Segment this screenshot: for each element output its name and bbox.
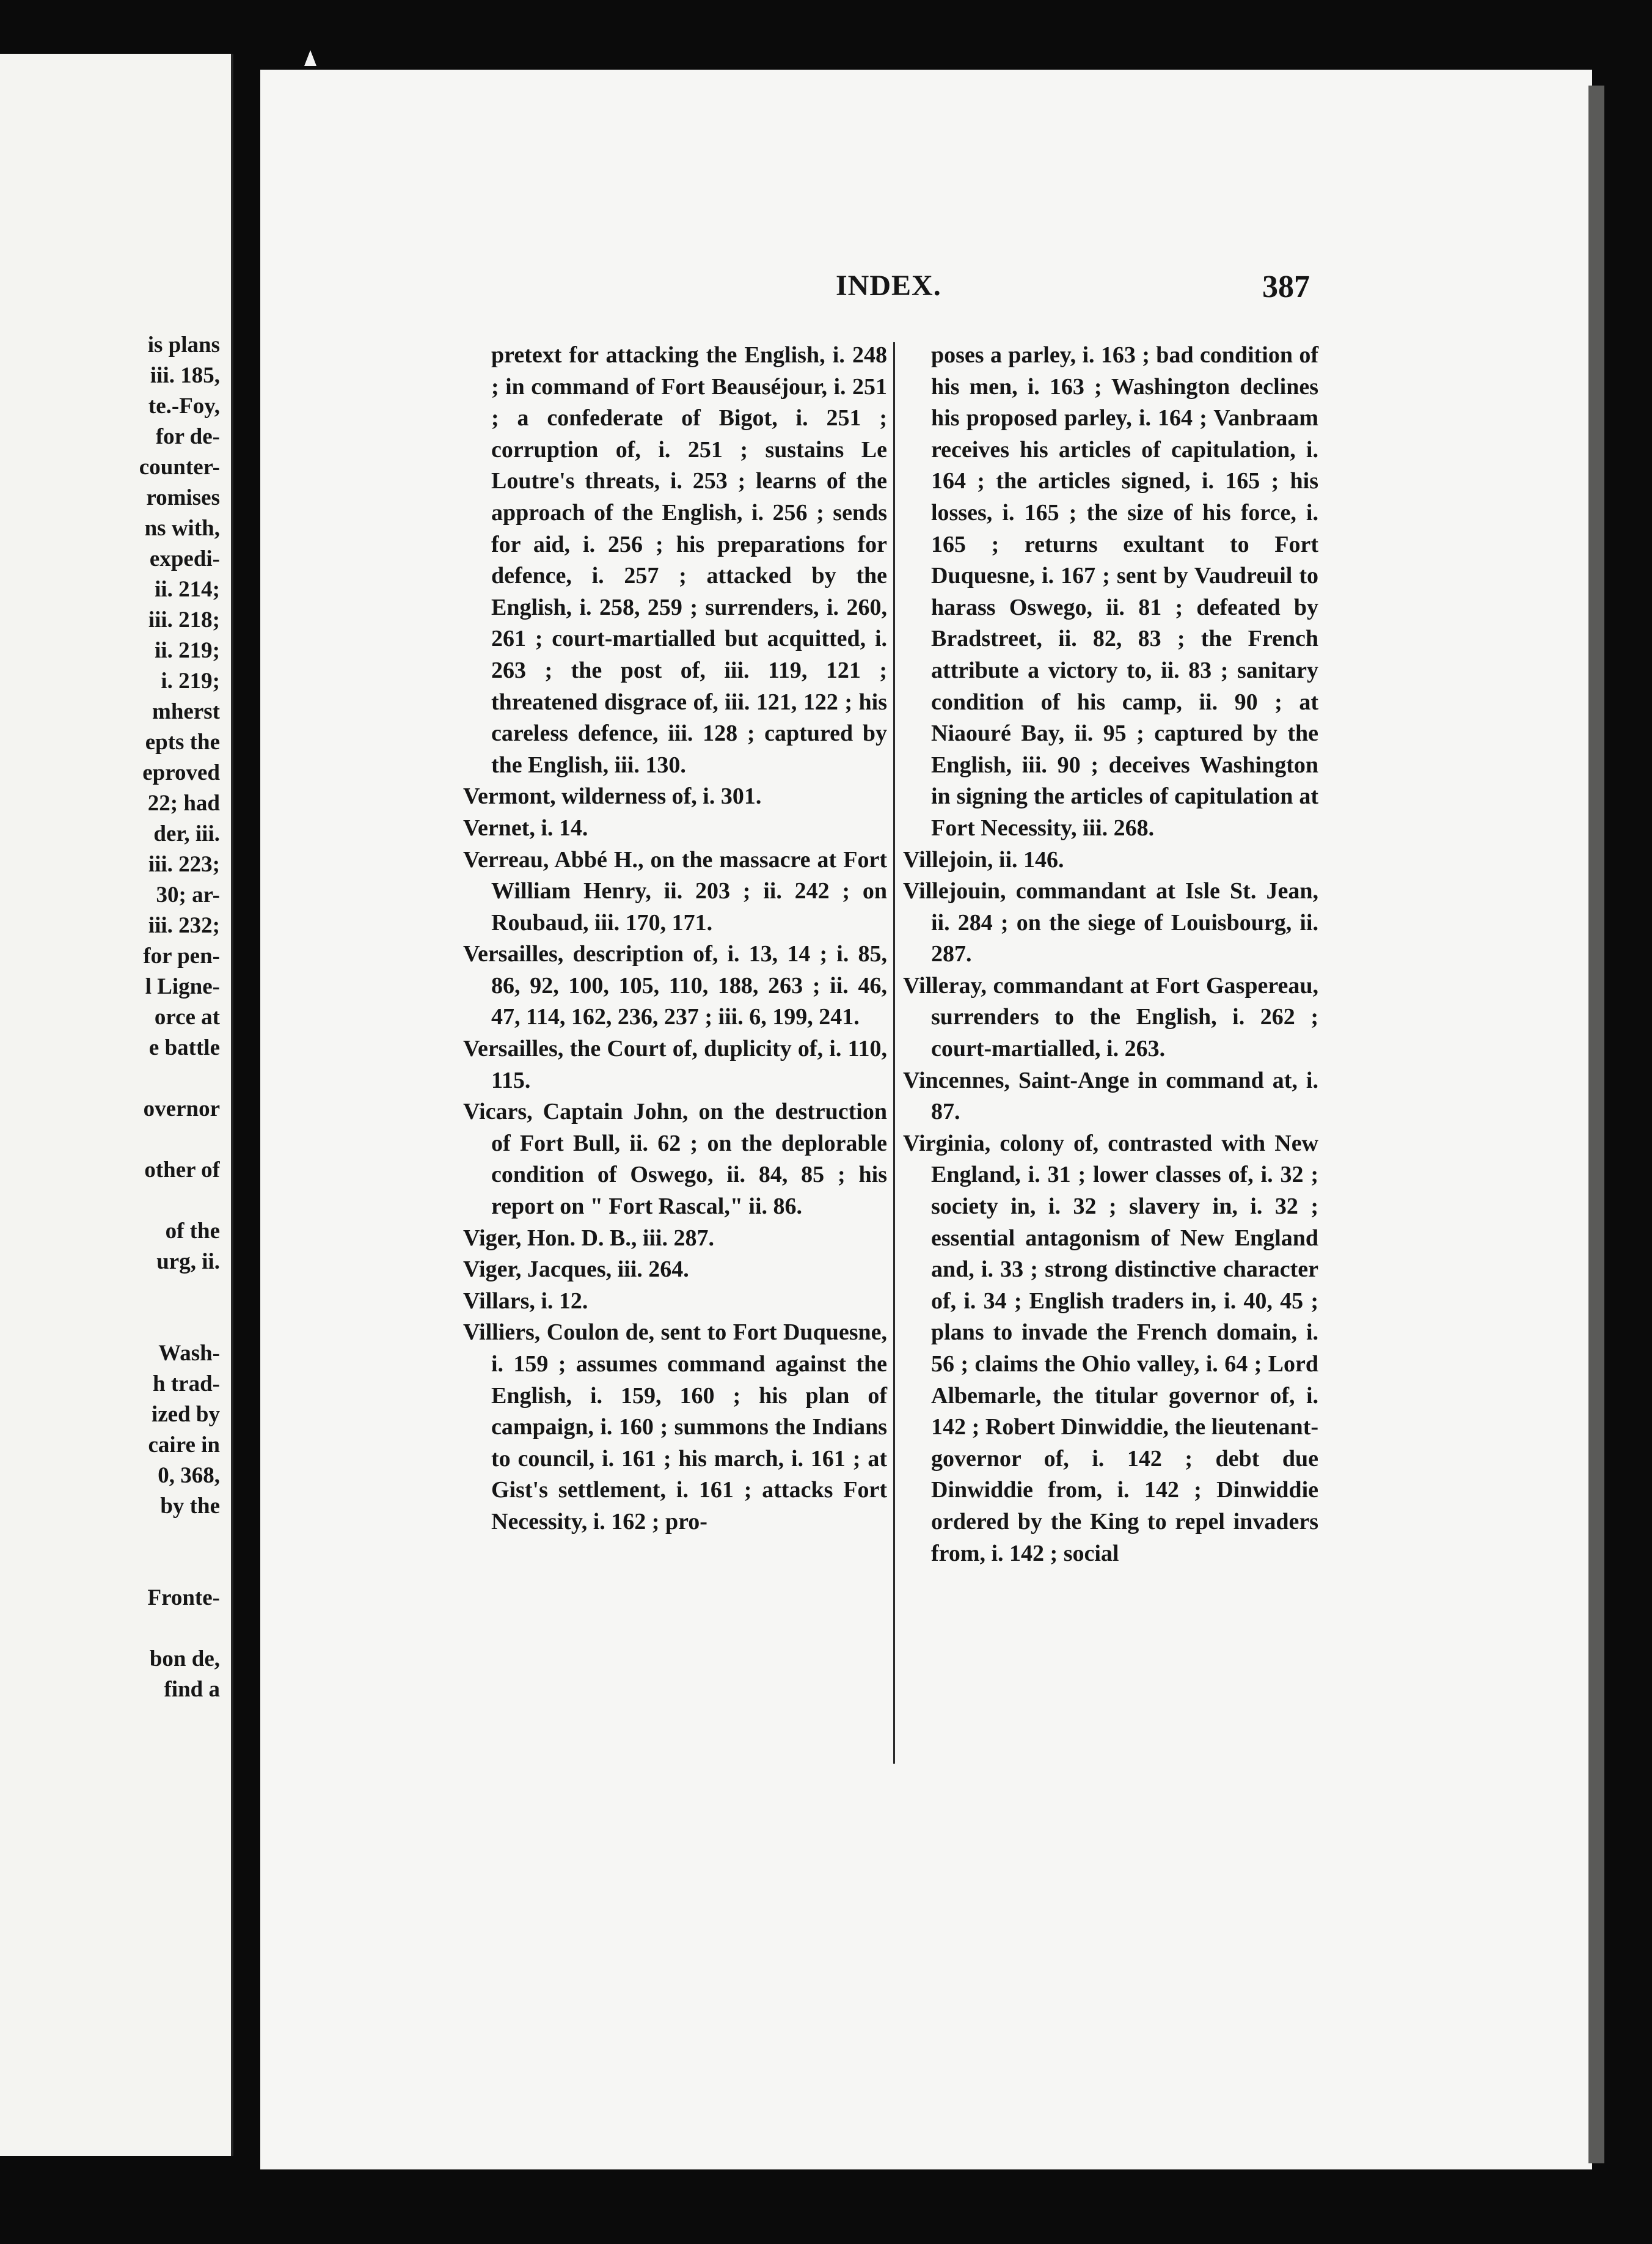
page-corner-mark	[304, 50, 316, 66]
index-entry: Villeray, commandant at Fort Gaspereau, surrenders to the English, i. 262 ; court-martialled, i. 263.	[903, 972, 1318, 1062]
index-entry: poses a parley, i. 163 ; bad condition of his men, i. 163 ; Washington declines his proposed parley, i. 164 ; Vanbraam receives his articles of capitulation, i. 164 ; the articles signed, i. 165 ; his losses, i. 165 ; the size of his force, i. 165 ; returns exultant to Fort Duquesne, i. 167 ; sent by Vaudreuil to harass Oswego, ii. 81 ; defeated by Bradstreet, ii. 82, 83 ; the French attribute a victory to, ii. 83 ; sanitary condition of his camp, ii. 90 ; at Niaouré Bay, ii. 95 ; captured by the English, iii. 90 ; deceives Washington in signing the articles of capitulation at Fort Necessity, iii. 268.	[931, 342, 1318, 841]
left-page-fragment: ns with,	[144, 516, 220, 541]
left-page-fragment: i. 219;	[161, 669, 220, 694]
left-page	[0, 54, 233, 2156]
left-page-fragment: urg, ii.	[156, 1249, 220, 1274]
left-page-fragment: ii. 214;	[155, 577, 220, 602]
left-page-fragment: e battle	[148, 1035, 220, 1060]
left-page-fragment: iii. 185,	[150, 363, 220, 388]
left-page-fragment: romises	[146, 485, 220, 510]
index-column-right	[903, 340, 1318, 1569]
left-page-fragment: find a	[164, 1677, 220, 1702]
left-page-fragment: of the	[165, 1219, 220, 1244]
left-page-fragment: 22; had	[147, 791, 220, 816]
index-entry: Versailles, description of, i. 13, 14 ; i. 85, 86, 92, 100, 105, 110, 188, 263 ; ii. 46, 47, 114, 162, 236, 237 ; iii. 6, 199, 241.	[463, 941, 887, 1030]
index-entry: Vernet, i. 14.	[463, 815, 588, 841]
index-entry: pretext for attacking the English, i. 248 ; in command of Fort Beauséjour, i. 251 ; a confederate of Bigot, i. 251 ; corruption of, i. 251 ; sustains Le Loutre's threats, i. 253 ; learns of the approach of the English, i. 256 ; sends for aid, i. 256 ; his preparations for defence, i. 257 ; attacked by the English, i. 258, 259 ; surrenders, i. 260, 261 ; court-martialled but acquitted, i. 263 ; the post of, iii. 119, 121 ; threatened disgrace of, iii. 121, 122 ; his careless defence, iii. 128 ; captured by the English, iii. 130.	[491, 342, 887, 778]
index-entry: Vermont, wilderness of, i. 301.	[463, 783, 762, 810]
left-page-fragment: iii. 223;	[148, 852, 220, 877]
page-number: 387	[1262, 270, 1310, 304]
left-page-fragment: caire in	[148, 1432, 220, 1458]
column-divider	[893, 342, 895, 1764]
page-edge-shadow	[1588, 86, 1604, 2163]
index-entry: Virginia, colony of, contrasted with New England, i. 31 ; lower classes of, i. 32 ; society in, i. 32 ; slavery in, i. 32 ; essential antagonism of New England and, i. 33 ; strong distinctive character of, i. 34 ; English traders in, i. 40, 45 ; plans to invade the French domain, i. 56 ; claims the Ohio valley, i. 64 ; Lord Albemarle, the titular governor of, i. 142 ; Robert Dinwiddie, the lieutenant-governor of, i. 142 ; debt due Dinwiddie from, i. 142 ; Dinwiddie ordered by the King to repel invaders from, i. 142 ; social	[903, 1130, 1318, 1566]
left-page-fragment: ii. 219;	[155, 638, 220, 663]
index-entry: Vincennes, Saint-Ange in command at, i. 87.	[903, 1067, 1318, 1125]
left-page-fragment: eproved	[142, 760, 220, 785]
index-entry: Viger, Hon. D. B., iii. 287.	[463, 1225, 714, 1251]
running-head: INDEX.	[836, 270, 941, 302]
left-page-fragment: for de-	[155, 424, 220, 449]
left-page-fragment: 30; ar-	[156, 882, 220, 908]
left-page-fragment: iii. 232;	[148, 913, 220, 938]
index-entry: Vicars, Captain John, on the destruction of Fort Bull, ii. 62 ; on the deplorable condition of Oswego, ii. 84, 85 ; his report on " Fort Rascal," ii. 86.	[463, 1099, 887, 1220]
left-page-fragment: by the	[160, 1494, 220, 1519]
left-page-fragment: l Ligne-	[145, 974, 220, 999]
left-page-fragment: expedi-	[149, 546, 220, 571]
index-entry: Villejouin, commandant at Isle St. Jean, ii. 284 ; on the siege of Louisbourg, ii. 287.	[903, 878, 1318, 967]
left-page-fragment: 0, 368,	[158, 1463, 220, 1488]
left-page-fragment: mherst	[152, 699, 220, 724]
left-page-fragment: is plans	[147, 332, 220, 358]
left-page-fragment: bon de,	[149, 1646, 220, 1671]
left-page-fragment: Wash-	[158, 1341, 220, 1366]
left-page-fragment: Fronte-	[147, 1585, 220, 1610]
left-page-fragment: orce at	[154, 1005, 220, 1030]
index-entry: Villiers, Coulon de, sent to Fort Duquesne, i. 159 ; assumes command against the English, i. 159, 160 ; his plan of campaign, i. 160 ; summons the Indians to council, i. 161 ; his march, i. 161 ; at Gist's settlement, i. 161 ; attacks Fort Necessity, i. 162 ; pro-	[463, 1319, 887, 1535]
index-entry: Villejoin, ii. 146.	[903, 846, 1064, 873]
left-page-fragment: iii. 218;	[148, 607, 220, 632]
left-page-fragment: der, iii.	[153, 821, 220, 846]
left-page-fragment: other of	[144, 1157, 220, 1182]
left-page-fragment: counter-	[139, 455, 220, 480]
index-entry: Villars, i. 12.	[463, 1288, 588, 1314]
index-entry: Verreau, Abbé H., on the massacre at Fort William Henry, ii. 203 ; ii. 242 ; on Roubaud, iii. 170, 171.	[463, 846, 887, 936]
index-entry: Viger, Jacques, iii. 264.	[463, 1256, 689, 1283]
left-page-fragment: h trad-	[153, 1371, 220, 1396]
left-page-fragment: epts the	[145, 730, 220, 755]
left-page-fragment: for pen-	[143, 944, 220, 969]
left-page-fragment: te.-Foy,	[148, 394, 220, 419]
index-column-left	[463, 340, 887, 1538]
left-page-fragment: ized by	[151, 1402, 220, 1427]
left-page-fragment: overnor	[143, 1096, 220, 1121]
index-entry: Versailles, the Court of, duplicity of, i. 110, 115.	[463, 1036, 887, 1093]
